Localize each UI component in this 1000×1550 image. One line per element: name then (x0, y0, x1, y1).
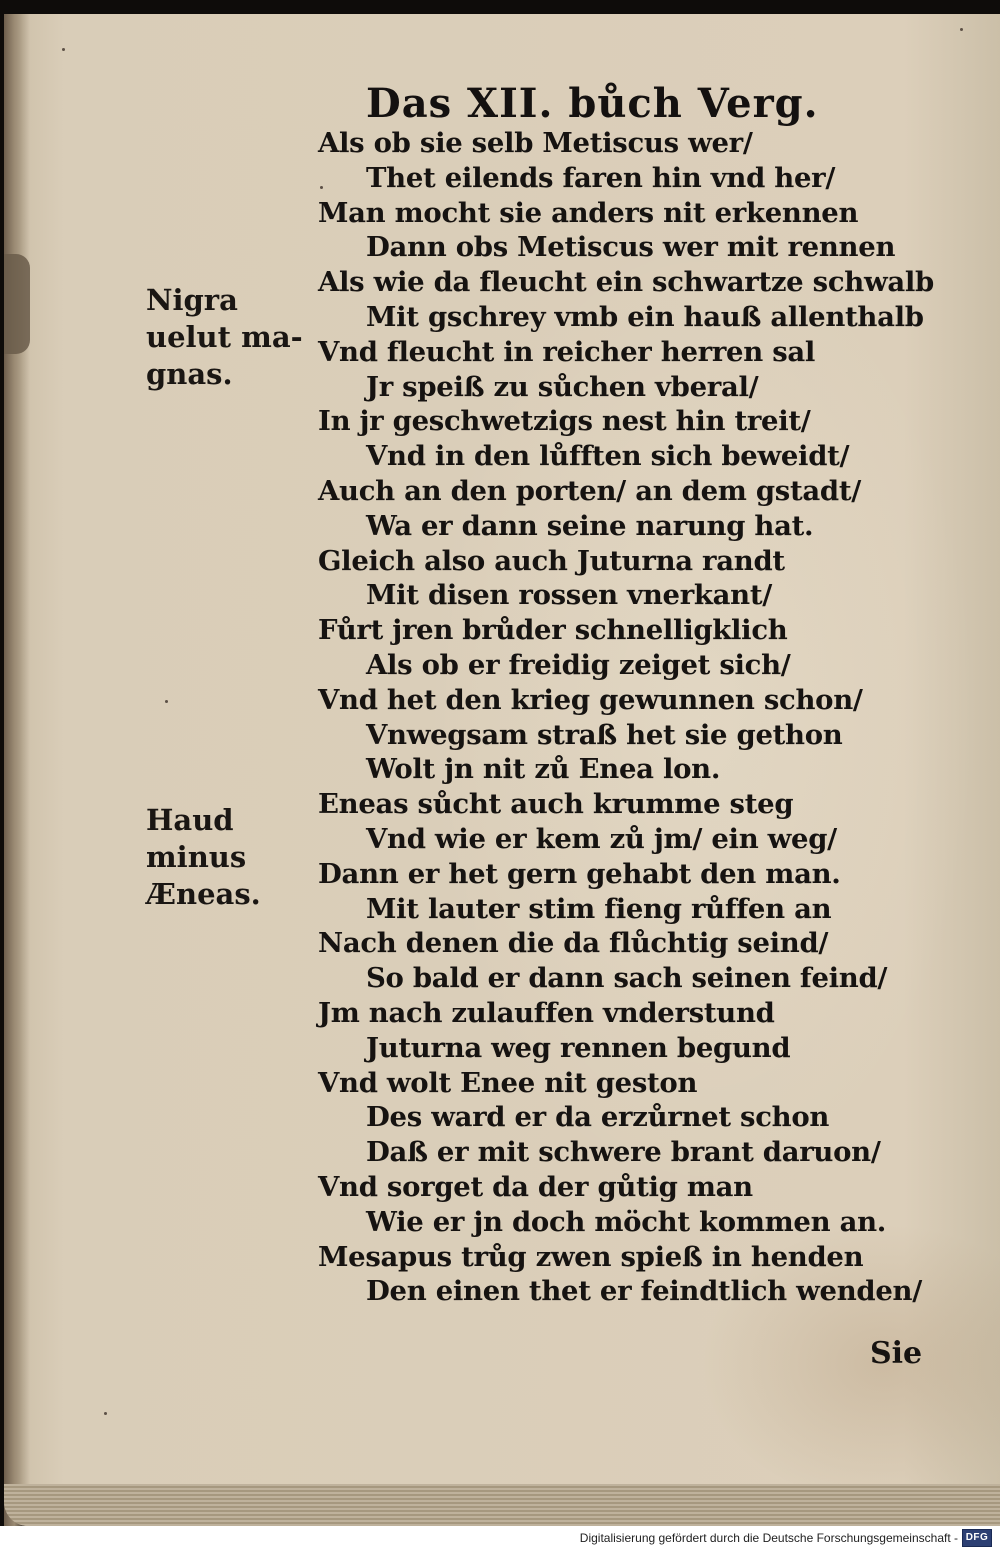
verse-line: Man mocht sie anders nit erkennen (318, 196, 859, 229)
verse-line: Den einen thet er feindtlich wenden/ (366, 1275, 922, 1308)
verse-line: Juturna weg rennen begund (366, 1031, 791, 1064)
margin-note-nigra (146, 282, 303, 393)
footer-bar (0, 1526, 1000, 1550)
verse-line: Mit disen rossen vnerkant/ (366, 579, 773, 612)
verse-line: Des ward er da erzůrnet schon (366, 1101, 830, 1134)
ink-speck (165, 700, 168, 703)
verse-line: Jr speiß zu sůchen vberal/ (366, 370, 759, 403)
ink-speck (62, 48, 65, 51)
margin-note-line: gnas. (146, 357, 233, 391)
footer-credit: Digitalisierung gefördert durch die Deutsche Forschungsgemeinschaft - (579, 1531, 958, 1545)
verse-line: Vnd wie er kem zů jm/ ein weg/ (366, 822, 837, 855)
verse-line: Jm nach zulauffen vnderstund (318, 996, 775, 1029)
verse-line: Eneas sůcht auch krumme steg (318, 788, 794, 821)
running-header: Das XII. bůch Verg. (366, 80, 819, 127)
catchword: Sie (870, 1336, 923, 1371)
verse-line: Thet eilends faren hin vnd her/ (366, 161, 836, 194)
verse-line: Nach denen die da flůchtig seind/ (318, 927, 829, 960)
margin-note-line: Nigra (146, 283, 238, 317)
verse-line: Gleich also auch Juturna randt (318, 544, 785, 577)
verse-line: Mit gschrey vmb ein hauß allenthalb (366, 300, 924, 333)
verse-line: So bald er dann sach seinen feind/ (366, 962, 888, 995)
verse-line: Vnd in den lůfften sich beweidt/ (366, 440, 850, 473)
verse-line: In jr geschwetzigs nest hin treit/ (318, 405, 811, 438)
verse-line: Wie er jn doch möcht kommen an. (366, 1205, 887, 1238)
dfg-logo: DFG (962, 1529, 992, 1547)
verse-line: Vnd fleucht in reicher herren sal (318, 335, 816, 368)
page-edges (4, 1484, 1000, 1526)
ink-speck (104, 1412, 107, 1415)
margin-note-line: Æneas. (146, 877, 261, 911)
verse-line: Als ob sie selb Metiscus wer/ (318, 127, 753, 159)
margin-note-line: minus (146, 840, 247, 874)
margin-note-line: uelut ma- (146, 320, 303, 354)
verse-line: Dann obs Metiscus wer mit rennen (366, 231, 896, 264)
verse-line: Mit lauter stim fieng růffen an (366, 892, 832, 925)
margin-note-haud-minus (146, 802, 261, 913)
verse-line: Wa er dann seine narung hat. (366, 509, 814, 542)
spine-shadow (4, 14, 30, 1526)
verse-line: Als ob er freidig zeiget sich/ (366, 648, 791, 681)
ink-speck (960, 28, 963, 31)
verse-line: Fůrt jren brůder schnelligklich (318, 614, 788, 647)
verse-line: Vnwegsam straß het sie gethon (366, 718, 843, 751)
verse-line: Als wie da fleucht ein schwartze schwalb (318, 266, 934, 299)
page-tab (4, 254, 30, 354)
verse-line: Auch an den porten/ an dem gstadt/ (318, 474, 861, 507)
verse-line: Mesapus trůg zwen spieß in henden (318, 1240, 864, 1273)
verse-line: Vnd het den krieg gewunnen schon/ (318, 683, 863, 716)
margin-note-line: Haud (146, 803, 234, 837)
verse-line: Vnd wolt Enee nit geston (318, 1066, 698, 1099)
verse-line: Wolt jn nit zů Enea lon. (366, 753, 721, 786)
verse-line: Vnd sorget da der gůtig man (318, 1170, 753, 1203)
verse-line: Daß er mit schwere brant daruon/ (366, 1136, 881, 1169)
verse-line: Dann er het gern gehabt den man. (318, 857, 841, 890)
verse-text (318, 126, 958, 1309)
